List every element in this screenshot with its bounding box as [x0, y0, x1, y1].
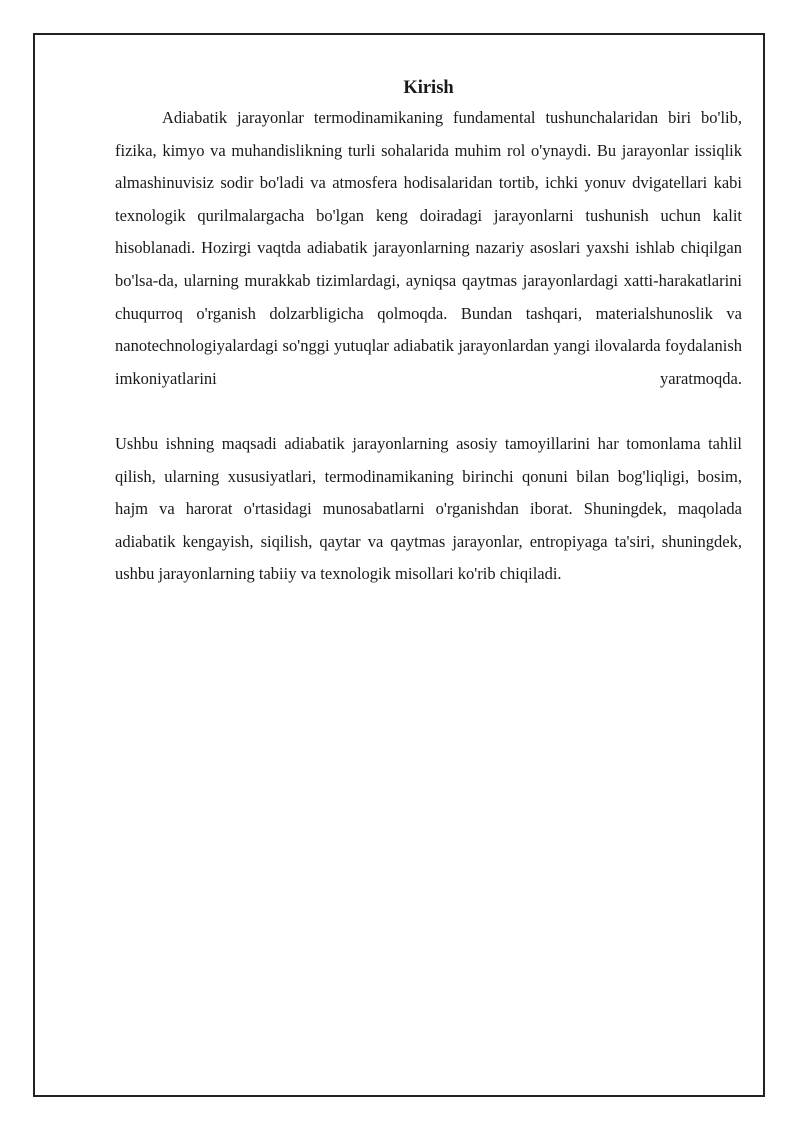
- paragraph-spacer: [115, 395, 742, 428]
- paragraph-aim: Ushbu ishning maqsadi adiabatik jarayonlarning asosiy tamoyillarini har tomonlama tahlil qilish, ularning xususiyatlari, termodinamikaning birinchi qonuni bilan bog'liqligi, bosim, hajm va harorat o'rtasidagi munosabatlarni o'rganishdan iborat. Shuningdek, maqolada adiabatik kengayish, siqilish, qaytar va qaytmas jarayonlar, entropiyaga ta'siri, shuningdek, ushbu jarayonlarning tabiiy va texnologik misollari ko'rib chiqiladi.: [115, 433, 742, 584]
- section-heading: Kirish: [403, 78, 454, 98]
- document-body: [115, 74, 742, 591]
- paragraph-introduction: Adiabatik jarayonlar termodinamikaning fundamental tushunchalaridan biri bo'lib, fizika, kimyo va muhandislikning turli sohalarida muhim rol o'ynaydi. Bu jarayonlar issiqlik almashinuvisiz sodir bo'ladi va atmosfera hodisalaridan tortib, ichki yonuv dvigatellari kabi texnologik qurilmalargacha bo'lgan keng doiradagi jarayonlarni tushunish uchun kalit hisoblanadi. Hozirgi vaqtda adiabatik jarayonlarning nazariy asoslari yaxshi ishlab chiqilgan bo'lsa-da, ularning murakkab tizimlardagi, ayniqsa qaytmas jarayonlardagi xatti-harakatlarini chuqurroq o'rganish dolzarbligicha qolmoqda. Bundan tashqari, materialshunoslik va nanotechnologiyalardagi so'nggi yutuqlar adiabatik jarayonlardan yangi ilovalarda foydalanish imkoniyatlarini yaratmoqda.: [115, 108, 742, 388]
